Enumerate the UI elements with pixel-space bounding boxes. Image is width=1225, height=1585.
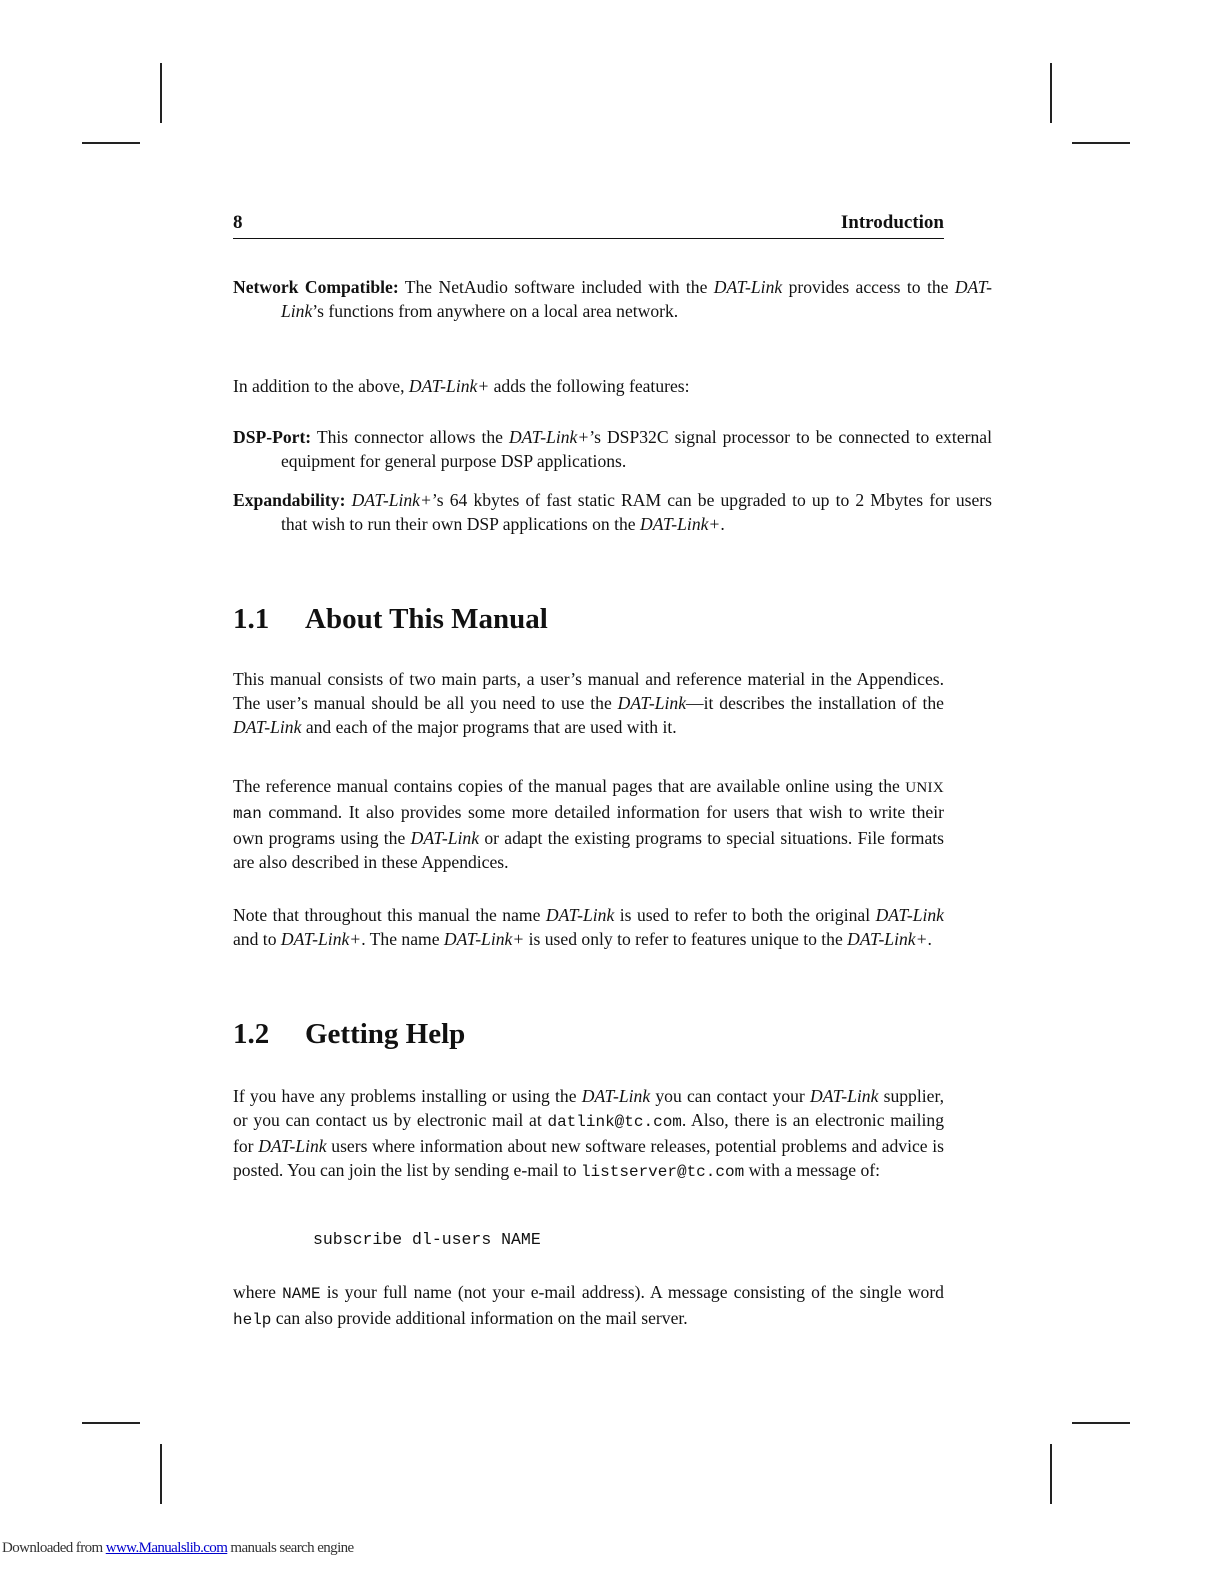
product-name: DAT-Link (545, 905, 615, 925)
text-run: . (927, 929, 932, 949)
paragraph (233, 667, 944, 739)
text-run: . Also, there is an electronic mailing for (233, 1110, 944, 1156)
crop-mark (82, 142, 140, 144)
footer-prefix: Downloaded from (2, 1540, 106, 1556)
running-header (233, 212, 944, 239)
text-run: is used only to refer to features unique to the (524, 929, 848, 949)
text-run: and each of the major programs that are used with it. (301, 717, 677, 737)
text-run: and to (233, 929, 281, 949)
product-name: DAT-Link+ (408, 376, 490, 396)
text-run: If you have any problems installing or using the (233, 1086, 582, 1106)
text-run: This connector allows the (316, 427, 509, 447)
small-caps-term: UNIX (905, 780, 944, 796)
section-heading-1-2 (233, 1018, 465, 1051)
product-name: DAT-Link+ (280, 929, 362, 949)
text-run: is used to refer to both the original (614, 905, 876, 925)
text-run: The reference manual contains copies of the manual pages that are available online using the (233, 776, 906, 796)
text-run: users where information about new software releases, potential problems and advice is posted. You can join the list by sending e-mail to (233, 1136, 944, 1180)
product-name: DAT-Link (233, 717, 302, 737)
text-run: ’s 64 kbytes of fast static RAM can be upgraded to up to 2 Mbytes for users that wish to run their own DSP applications on the (281, 490, 992, 534)
section-title: About This Manual (305, 603, 548, 635)
footer-suffix: manuals search engine (227, 1540, 354, 1556)
feature-dsp-port (233, 425, 992, 473)
text-run: can also provide additional information on the mail server. (271, 1308, 688, 1328)
product-name: DAT-Link (581, 1086, 651, 1106)
paragraph (233, 1280, 944, 1332)
monospace-term: listserver@tc.com (580, 1163, 745, 1181)
crop-mark (1050, 1444, 1052, 1504)
section-number: 1.1 (233, 603, 270, 635)
text-run: is your full name (not your e-mail address). A message consisting of the single word (320, 1282, 944, 1302)
product-name: DAT-Link (281, 277, 992, 321)
feature-description (281, 427, 992, 471)
intro-text (233, 376, 690, 396)
paragraph-text (233, 1282, 944, 1328)
crop-mark (1072, 142, 1130, 144)
feature-network-compatible (233, 275, 992, 323)
feature-term: Expandability: (233, 490, 346, 510)
text-run: In addition to the above, (233, 376, 409, 396)
paragraph-text (233, 1086, 944, 1180)
product-name: DAT-Link+ (351, 490, 432, 510)
product-name: DAT-Link (875, 905, 944, 925)
product-name: DAT-Link (410, 828, 480, 848)
text-run: . The name (361, 929, 444, 949)
crop-mark (160, 63, 162, 123)
monospace-term: datlink@tc.com (547, 1113, 682, 1131)
download-footer (2, 1540, 354, 1557)
section-title: Getting Help (305, 1018, 466, 1050)
monospace-term: man (233, 805, 262, 823)
page-number: 8 (233, 212, 243, 233)
text-run: or adapt the existing programs to special situations. File formats are also described in these Appendices. (233, 828, 944, 872)
feature-term: Network Compatible: (233, 277, 399, 297)
text-run: Note that throughout this manual the name (233, 905, 546, 925)
monospace-term: NAME (282, 1285, 321, 1303)
crop-mark (160, 1444, 162, 1504)
text-run: This manual consists of two main parts, a user’s manual and reference material in the Appendices. The user’s manual should be all you need to use the (233, 669, 944, 713)
product-name: DAT-Link (258, 1136, 327, 1156)
paragraph (233, 903, 944, 951)
intro-paragraph (233, 374, 944, 398)
text-run: command. It also provides some more detailed information for users that wish to write their own programs using the (233, 802, 944, 848)
product-name: DAT-Link+ (508, 427, 590, 447)
text-run: provides access to the (782, 277, 955, 297)
section-heading-1-1 (233, 603, 548, 636)
text-run: ’s functions from anywhere on a local area network. (312, 301, 679, 321)
code-example: subscribe dl-users NAME (313, 1230, 541, 1249)
manualslib-link[interactable]: www.Manualslib.com (105, 1540, 228, 1556)
paragraph-text (233, 905, 944, 949)
paragraph-text (233, 776, 944, 872)
crop-mark (1050, 63, 1052, 123)
paragraph (233, 1084, 944, 1184)
text-run: adds the following features: (489, 376, 690, 396)
text-run: with a message of: (744, 1160, 881, 1180)
text-run: you can contact your (650, 1086, 810, 1106)
text-run: where (233, 1282, 283, 1302)
text-run: supplier, or you can contact us by electronic mail at (233, 1086, 944, 1130)
product-name: DAT-Link+ (443, 929, 525, 949)
crop-mark (1072, 1422, 1130, 1424)
text-run: ’s DSP32C signal processor to be connected to external equipment for general purpose DSP applications. (281, 427, 992, 471)
chapter-title: Introduction (840, 212, 944, 233)
text-run: . (720, 514, 725, 534)
monospace-term: help (233, 1311, 272, 1329)
feature-expandability (233, 488, 992, 536)
crop-mark (82, 1422, 140, 1424)
text-run: —it describes the installation of the (686, 693, 944, 713)
paragraph (233, 774, 944, 874)
product-name: DAT-Link+ (847, 929, 928, 949)
feature-term: DSP-Port: (233, 427, 312, 447)
product-name: DAT-Link (617, 693, 687, 713)
text-run: The NetAudio software included with the (404, 277, 714, 297)
product-name: DAT-Link (713, 277, 783, 297)
feature-description (281, 490, 992, 534)
paragraph-text (233, 669, 944, 737)
section-number: 1.2 (233, 1018, 270, 1050)
product-name: DAT-Link (810, 1086, 879, 1106)
product-name: DAT-Link+ (640, 514, 721, 534)
